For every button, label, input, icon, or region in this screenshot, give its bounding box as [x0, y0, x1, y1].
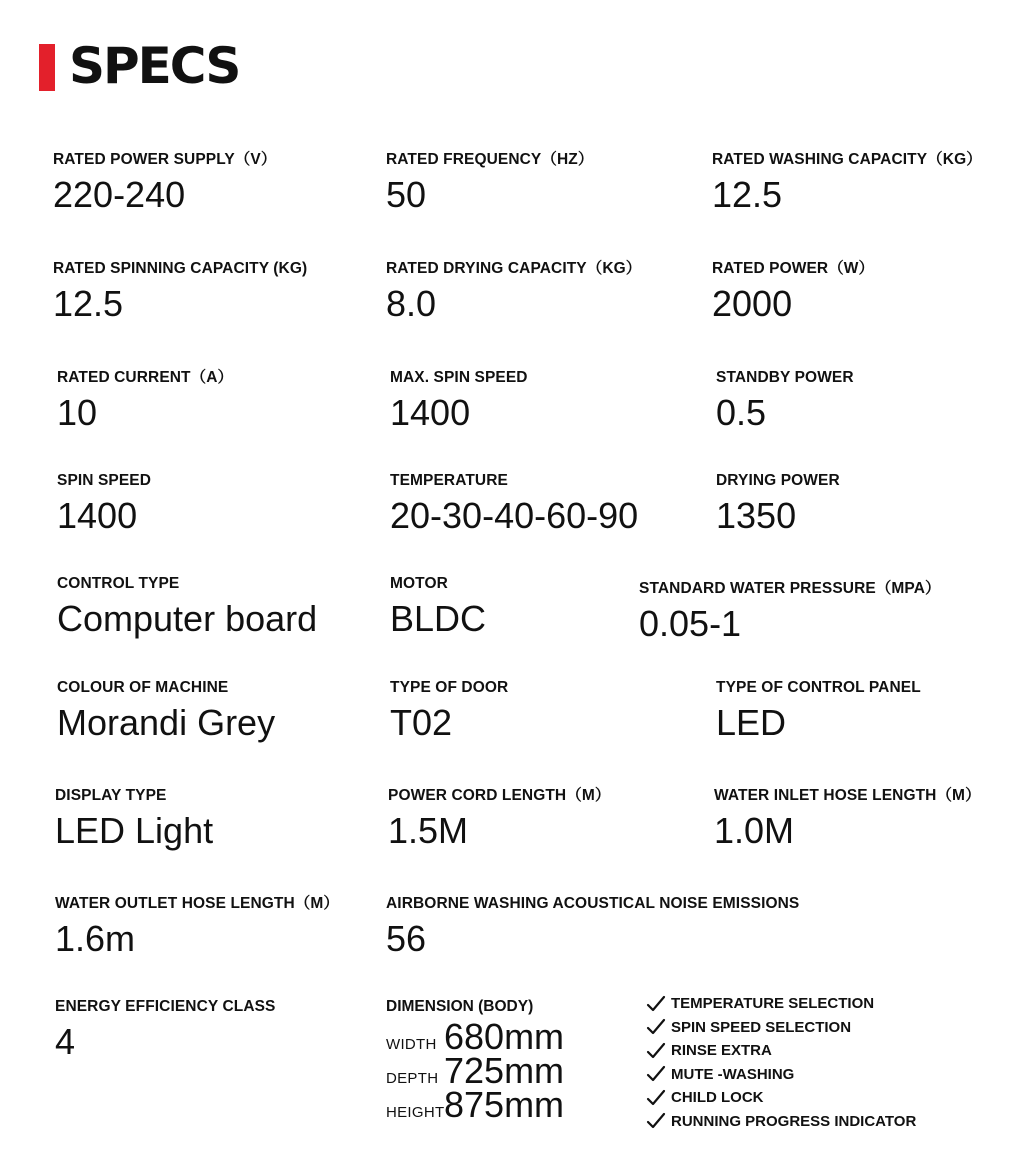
dimension-value: 875mm — [444, 1084, 565, 1125]
spec-temperature — [390, 472, 638, 535]
spec-type-of-control-panel — [716, 679, 921, 742]
feature-label: RUNNING PROGRESS INDICATOR — [671, 1112, 917, 1130]
spec-label: RATED SPINNING CAPACITY (KG) — [53, 260, 308, 277]
spec-rated-frequency — [386, 151, 593, 214]
check-icon — [646, 1111, 666, 1131]
dimension-key: DEPTH — [386, 1070, 439, 1087]
feature-item — [646, 1063, 916, 1087]
spec-drying-power — [716, 472, 840, 535]
spec-label: DISPLAY TYPE — [55, 787, 167, 804]
feature-label: RINSE EXTRA — [671, 1042, 772, 1060]
spec-value: 8.0 — [386, 283, 437, 324]
spec-label: RATED POWER（W） — [712, 260, 875, 277]
spec-label: TYPE OF CONTROL PANEL — [716, 679, 921, 696]
spec-label: WATER OUTLET HOSE LENGTH（M） — [55, 895, 339, 912]
spec-label: STANDBY POWER — [716, 369, 854, 386]
accent-bar — [39, 44, 55, 91]
check-icon — [646, 1041, 666, 1061]
spec-value: Computer board — [57, 598, 318, 639]
spec-label: AIRBORNE WASHING ACOUSTICAL NOISE EMISSIONS — [386, 895, 800, 912]
feature-item — [646, 1039, 916, 1063]
dimension-label: DIMENSION (BODY) — [386, 998, 534, 1015]
spec-colour-of-machine — [57, 679, 275, 742]
spec-energy-efficiency-class — [55, 998, 276, 1061]
spec-spin-speed — [57, 472, 151, 535]
spec-label: POWER CORD LENGTH（M） — [388, 787, 611, 804]
spec-water-inlet-hose-length — [714, 787, 981, 850]
spec-value: 220-240 — [53, 174, 186, 215]
spec-label: RATED FREQUENCY（HZ） — [386, 151, 594, 168]
feature-item — [646, 1086, 916, 1110]
spec-label: RATED DRYING CAPACITY（KG） — [386, 260, 642, 277]
spec-standard-water-pressure — [639, 580, 941, 643]
spec-rated-washing-capacity — [712, 151, 982, 214]
spec-rated-power-supply — [53, 151, 276, 214]
spec-label: TEMPERATURE — [390, 472, 508, 489]
spec-motor — [390, 575, 486, 638]
spec-label: COLOUR OF MACHINE — [57, 679, 229, 696]
spec-rated-spinning-capacity — [53, 260, 307, 323]
spec-label: CONTROL TYPE — [57, 575, 180, 592]
spec-label: WATER INLET HOSE LENGTH（M） — [714, 787, 981, 804]
spec-value: 4 — [55, 1021, 76, 1062]
spec-water-outlet-hose-length — [55, 895, 339, 958]
spec-value: 1.0M — [714, 810, 795, 851]
spec-value: 12.5 — [712, 174, 783, 215]
spec-value: 50 — [386, 174, 427, 215]
spec-value: 1.5M — [388, 810, 469, 851]
spec-rated-power — [712, 260, 874, 323]
spec-value: 0.05-1 — [639, 603, 742, 644]
spec-value: LED — [716, 702, 787, 743]
spec-label: MOTOR — [390, 575, 448, 592]
spec-label: DRYING POWER — [716, 472, 840, 489]
spec-label: ENERGY EFFICIENCY CLASS — [55, 998, 276, 1015]
spec-value: 56 — [386, 918, 427, 959]
dimension-block — [386, 998, 565, 1125]
spec-value: 10 — [57, 392, 98, 433]
spec-label: RATED WASHING CAPACITY（KG） — [712, 151, 982, 168]
dimension-key: WIDTH — [386, 1036, 437, 1053]
dimension-height — [386, 1084, 565, 1125]
spec-max-spin-speed — [390, 369, 528, 432]
spec-value: 1.6m — [55, 918, 136, 959]
spec-rated-drying-capacity — [386, 260, 641, 323]
spec-value: T02 — [390, 702, 453, 743]
spec-standby-power — [716, 369, 854, 432]
check-icon — [646, 1064, 666, 1084]
spec-display-type — [55, 787, 213, 850]
spec-label: SPIN SPEED — [57, 472, 152, 489]
check-icon — [646, 994, 666, 1014]
spec-value: LED Light — [55, 810, 214, 851]
feature-label: SPIN SPEED SELECTION — [671, 1018, 852, 1036]
dimension-value: 680mm — [444, 1016, 565, 1057]
spec-rated-current — [57, 369, 233, 432]
spec-type-of-door — [390, 679, 508, 742]
spec-label: RATED POWER SUPPLY（V） — [53, 151, 277, 168]
spec-label: MAX. SPIN SPEED — [390, 369, 528, 386]
spec-value: 1350 — [716, 495, 797, 536]
spec-noise-emissions — [386, 895, 799, 958]
spec-value: 12.5 — [53, 283, 124, 324]
spec-value: BLDC — [390, 598, 487, 639]
dimension-width — [386, 1016, 565, 1057]
spec-value: Morandi Grey — [57, 702, 276, 743]
spec-label: TYPE OF DOOR — [390, 679, 509, 696]
spec-power-cord-length — [388, 787, 610, 850]
spec-value: 20-30-40-60-90 — [390, 495, 639, 536]
spec-value: 1400 — [57, 495, 138, 536]
feature-item — [646, 992, 916, 1016]
spec-control-type — [57, 575, 317, 638]
feature-label: TEMPERATURE SELECTION — [671, 995, 875, 1013]
dimension-depth — [386, 1050, 565, 1091]
spec-value: 2000 — [712, 283, 793, 324]
check-icon — [646, 1017, 666, 1037]
spec-value: 1400 — [390, 392, 471, 433]
page-title: SPECS — [69, 37, 240, 95]
feature-list — [646, 992, 916, 1133]
dimension-value: 725mm — [444, 1050, 565, 1091]
feature-item — [646, 1016, 916, 1040]
dimension-key: HEIGHT — [386, 1104, 445, 1121]
spec-value: 0.5 — [716, 392, 767, 433]
spec-label: STANDARD WATER PRESSURE（MPA） — [639, 580, 941, 597]
spec-label: RATED CURRENT（A） — [57, 369, 234, 386]
feature-label: MUTE -WASHING — [671, 1065, 795, 1083]
check-icon — [646, 1088, 666, 1108]
feature-item — [646, 1110, 916, 1134]
feature-label: CHILD LOCK — [671, 1089, 764, 1107]
